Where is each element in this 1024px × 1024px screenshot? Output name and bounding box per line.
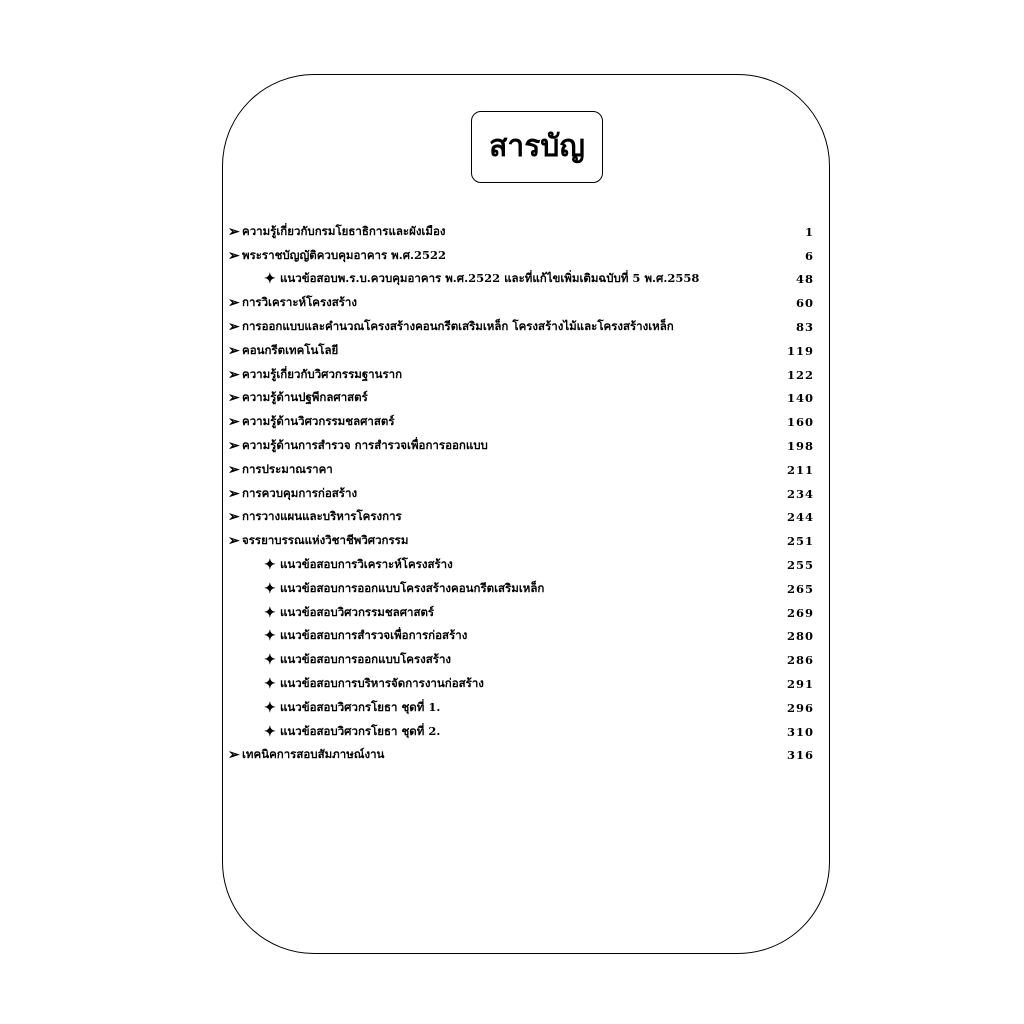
toc-entry-label: แนวข้อสอบวิศวกรรมชลศาสตร์ — [280, 604, 435, 619]
toc-page-number: 6 — [804, 248, 814, 263]
toc-page-number: 48 — [795, 272, 814, 287]
star-bullet-icon: ✦ — [264, 628, 276, 645]
toc-page-number: 83 — [795, 320, 814, 335]
toc-entry-label: การวางแผนและบริหารโครงการ — [242, 509, 402, 524]
toc-entry-label: ความรู้เกี่ยวกับวิศวกรรมฐานราก — [242, 366, 403, 381]
toc-page-number: 1 — [804, 224, 814, 239]
page-title: สารบัญ — [489, 129, 585, 164]
table-of-contents — [228, 220, 818, 767]
arrow-bullet-icon: ➢ — [228, 295, 240, 312]
toc-page-number: 316 — [786, 748, 814, 763]
toc-entry-label: พระราชบัญญัติควบคุมอาคาร พ.ศ.2522 — [242, 247, 447, 262]
toc-page-number: 244 — [786, 510, 814, 525]
toc-subentry[interactable] — [228, 625, 818, 649]
arrow-bullet-icon: ➢ — [228, 485, 240, 502]
arrow-bullet-icon: ➢ — [228, 533, 240, 550]
toc-page-number: 255 — [786, 558, 814, 573]
toc-page-number: 160 — [786, 415, 814, 430]
toc-page-number: 269 — [786, 605, 814, 620]
toc-subentry[interactable] — [228, 601, 818, 625]
toc-page-number: 140 — [786, 391, 814, 406]
toc-entry-label: ความรู้ด้านการสำรวจ การสำรวจเพื่อการออกแบบ — [242, 438, 488, 453]
arrow-bullet-icon: ➢ — [228, 366, 240, 383]
star-bullet-icon: ✦ — [264, 676, 276, 693]
toc-subentry[interactable] — [228, 553, 818, 577]
toc-entry[interactable] — [228, 220, 818, 244]
toc-entry[interactable] — [228, 458, 818, 482]
arrow-bullet-icon: ➢ — [228, 223, 240, 240]
arrow-bullet-icon: ➢ — [228, 247, 240, 264]
toc-entry-label: ความรู้เกี่ยวกับกรมโยธาธิการและผังเมือง — [242, 223, 446, 238]
toc-entry[interactable] — [228, 434, 818, 458]
toc-entry[interactable] — [228, 339, 818, 363]
toc-entry[interactable] — [228, 315, 818, 339]
title-box — [471, 111, 603, 183]
toc-page-number: 198 — [786, 439, 814, 454]
toc-entry-label: ความรู้ด้านวิศวกรรมชลศาสตร์ — [242, 414, 395, 429]
toc-subentry[interactable] — [228, 577, 818, 601]
toc-entry[interactable] — [228, 244, 818, 268]
toc-subentry[interactable] — [228, 648, 818, 672]
toc-page-number: 251 — [786, 534, 814, 549]
star-bullet-icon: ✦ — [264, 699, 276, 716]
toc-page-number: 310 — [786, 724, 814, 739]
toc-page-number: 286 — [786, 653, 814, 668]
toc-subentry[interactable] — [228, 672, 818, 696]
toc-entry[interactable] — [228, 291, 818, 315]
toc-entry-label: จรรยาบรรณแห่งวิชาชีพวิศวกรรม — [242, 533, 409, 548]
toc-page-number: 234 — [786, 486, 814, 501]
arrow-bullet-icon: ➢ — [228, 342, 240, 359]
star-bullet-icon: ✦ — [264, 271, 276, 288]
toc-entry-label: แนวข้อสอบพ.ร.บ.ควบคุมอาคาร พ.ศ.2522 และที่แก้ไขเพิ่มเติมฉบับที่ 5 พ.ศ.2558 — [280, 271, 700, 286]
star-bullet-icon: ✦ — [264, 557, 276, 574]
toc-subentry[interactable] — [228, 268, 818, 292]
toc-entry-label: คอนกรีตเทคโนโลยี — [242, 342, 339, 357]
arrow-bullet-icon: ➢ — [228, 390, 240, 407]
toc-page-number: 291 — [786, 677, 814, 692]
toc-page-number: 280 — [786, 629, 814, 644]
toc-entry-label: แนวข้อสอบการสำรวจเพื่อการก่อสร้าง — [280, 628, 468, 643]
toc-page-number: 122 — [786, 367, 814, 382]
toc-entry[interactable] — [228, 529, 818, 553]
toc-entry[interactable] — [228, 387, 818, 411]
arrow-bullet-icon: ➢ — [228, 414, 240, 431]
arrow-bullet-icon: ➢ — [228, 438, 240, 455]
toc-entry-label: แนวข้อสอบการออกแบบโครงสร้าง — [280, 652, 452, 667]
star-bullet-icon: ✦ — [264, 580, 276, 597]
arrow-bullet-icon: ➢ — [228, 319, 240, 336]
toc-page-number: 60 — [795, 296, 814, 311]
toc-entry-label: การควบคุมการก่อสร้าง — [242, 485, 358, 500]
toc-entry[interactable] — [228, 506, 818, 530]
arrow-bullet-icon: ➢ — [228, 461, 240, 478]
toc-page-number: 119 — [786, 343, 814, 358]
toc-entry-label: แนวข้อสอบวิศวกรโยธา ชุดที่ 2. — [280, 723, 441, 738]
star-bullet-icon: ✦ — [264, 604, 276, 621]
star-bullet-icon: ✦ — [264, 723, 276, 740]
star-bullet-icon: ✦ — [264, 652, 276, 669]
toc-entry-label: ความรู้ด้านปฐพีกลศาสตร์ — [242, 390, 368, 405]
toc-page-number: 265 — [786, 581, 814, 596]
toc-entry[interactable] — [228, 410, 818, 434]
toc-entry-label: แนวข้อสอบการวิเคราะห์โครงสร้าง — [280, 557, 453, 572]
toc-entry-label: การออกแบบและคำนวณโครงสร้างคอนกรีตเสริมเหล็ก โครงสร้างไม้และโครงสร้างเหล็ก — [242, 319, 674, 334]
toc-subentry[interactable] — [228, 696, 818, 720]
arrow-bullet-icon: ➢ — [228, 509, 240, 526]
toc-entry-label: เทคนิคการสอบสัมภาษณ์งาน — [242, 747, 385, 762]
toc-entry[interactable] — [228, 744, 818, 768]
toc-entry-label: การประมาณราคา — [242, 461, 333, 476]
toc-entry-label: แนวข้อสอบวิศวกรโยธา ชุดที่ 1. — [280, 699, 441, 714]
toc-entry[interactable] — [228, 482, 818, 506]
toc-entry-label: แนวข้อสอบการบริหารจัดการงานก่อสร้าง — [280, 676, 484, 691]
toc-entry-label: การวิเคราะห์โครงสร้าง — [242, 295, 357, 310]
arrow-bullet-icon: ➢ — [228, 747, 240, 764]
toc-entry[interactable] — [228, 363, 818, 387]
toc-page-number: 211 — [786, 462, 814, 477]
toc-subentry[interactable] — [228, 720, 818, 744]
toc-page-number: 296 — [786, 700, 814, 715]
toc-entry-label: แนวข้อสอบการออกแบบโครงสร้างคอนกรีตเสริมเหล็ก — [280, 580, 545, 595]
